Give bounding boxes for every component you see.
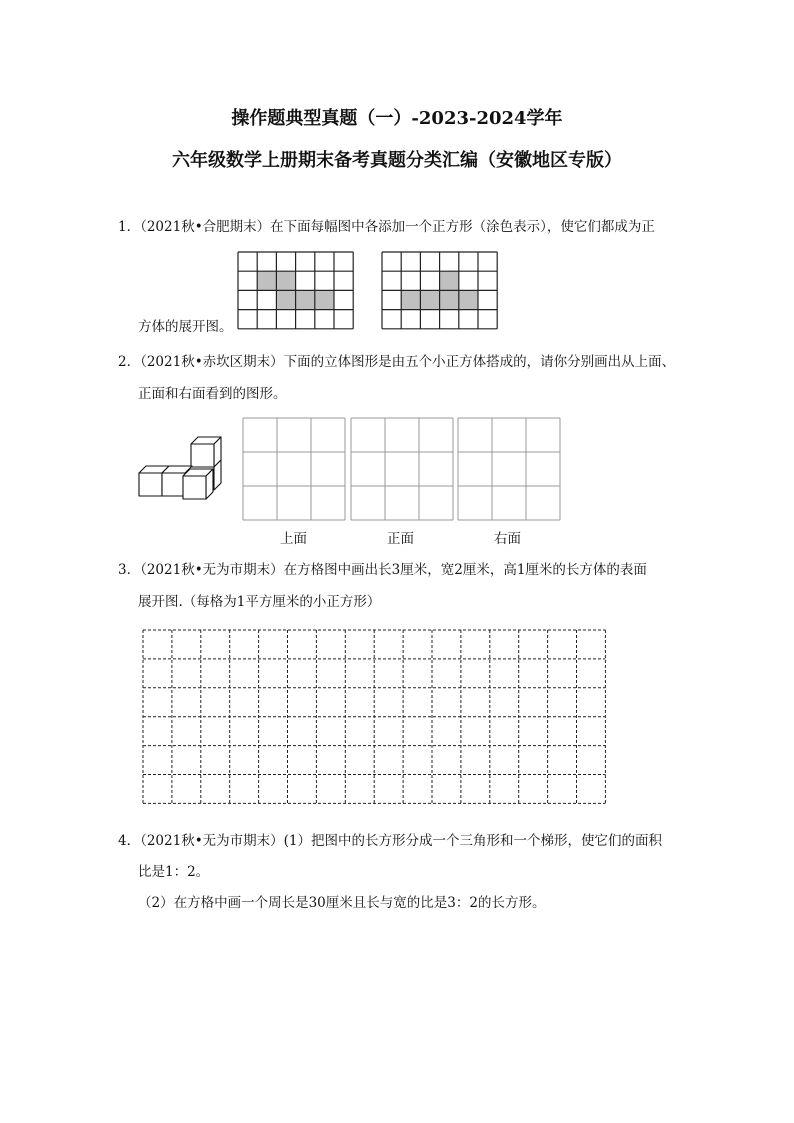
question-3-number: 3． [118,562,141,578]
question-1-figure-a [238,252,354,330]
question-3-line1 [118,560,647,580]
question-3-text: （2021秋•无为市期末）在方格图中画出长3厘米，宽2厘米，高1厘米的长方体的表面 [140,562,647,578]
right-view-label: 右面 [494,531,521,547]
question-2-line2: 正面和右面看到的图形。 [138,386,287,402]
top-view-label: 上面 [280,531,307,547]
top-view-grid [243,418,345,520]
shaded-square [420,290,439,309]
question-1-line1 [118,217,655,237]
shaded-square [401,290,420,309]
question-1-line2: 方体的展开图。 [138,319,233,335]
shaded-square [276,271,295,290]
page-title-line2: 六年级数学上册期末备考真题分类汇编（安徽地区专版） [172,150,622,171]
question-2-text: （2021秋•赤坎区期末）下面的立体图形是由五个小正方体搭成的，请你分别画出从上面、 [140,354,676,370]
question-4-text: （2021秋•无为市期末）(1）把图中的长方形分成一个三角形和一个梯形，使它们的面积 [140,833,663,849]
question-2-line1 [118,352,675,372]
shaded-square [257,271,276,290]
question-3-line2: 展开图.（每格为1平方厘米的小正方形） [138,594,381,610]
shaded-square [315,290,334,309]
shaded-square [296,290,315,309]
shaded-square [440,271,459,290]
front-view-grid [351,418,453,520]
question-1-number: 1． [118,219,141,235]
front-view-label: 正面 [387,531,414,547]
shaded-square [459,290,478,309]
shaded-square [276,290,295,309]
question-1-text: （2021秋•合肥期末）在下面每幅图中各添加一个正方形（涂色表示），使它们都成为正 [140,219,655,235]
shaded-square [440,290,459,309]
question-4-number: 4． [118,833,141,849]
question-4-line1 [118,831,662,851]
net-drawing-grid [143,630,606,810]
question-2-number: 2． [118,354,141,370]
question-4-line2: 比是1：2。 [138,864,210,880]
page-title-line1: 操作题典型真题（一）-2023-2024学年 [231,108,563,129]
cube-stack-figure [138,436,222,500]
question-4-line3: （2）在方格中画一个周长是30厘米且长与宽的比是3：2的长方形。 [138,895,546,911]
right-view-grid [458,418,560,520]
question-1-figure-b [382,252,498,330]
